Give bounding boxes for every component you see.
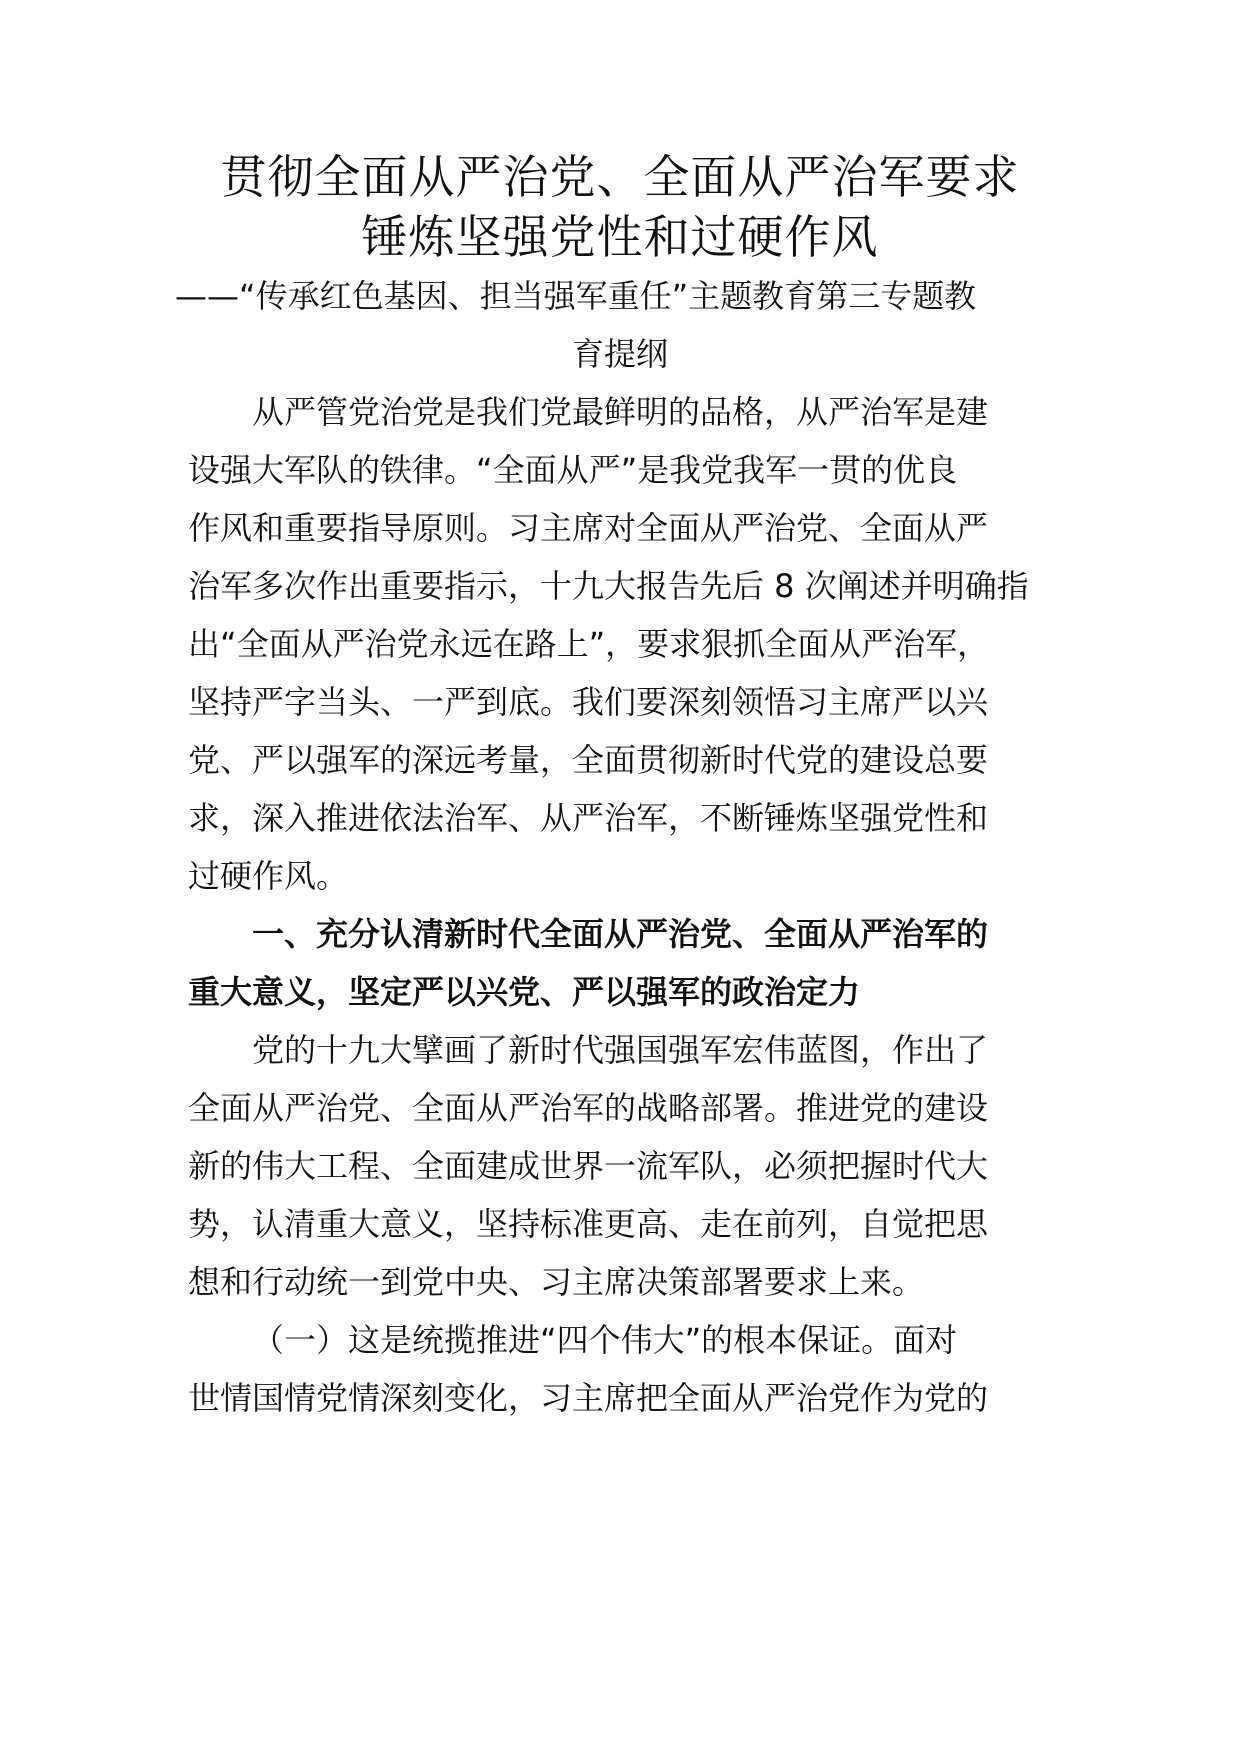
document-title-line-2: 锤炼坚强党性和过硬作风 xyxy=(361,210,879,264)
intro-line-5: 出“全面从严治党永远在路上”，要求狠抓全面从严治军， xyxy=(188,625,990,663)
paragraph-2-line-5: 想和行动统一到党中央、习主席决策部署要求上来。 xyxy=(188,1263,925,1301)
document-subtitle-line-2: 育提纲 xyxy=(572,335,669,373)
paragraph-3-line-1: （一）这是统揽推进“四个伟大”的根本保证。面对 xyxy=(252,1321,958,1359)
intro-line-7: 党、严以强军的深远考量，全面贯彻新时代党的建设总要 xyxy=(188,741,989,779)
intro-line-2: 设强大军队的铁律。“全面从严”是我党我军一贯的优良 xyxy=(188,451,958,489)
paragraph-2-line-4: 势，认清重大意义，坚持标准更高、走在前列，自觉把思 xyxy=(188,1205,989,1243)
intro-line-9: 过硬作风。 xyxy=(188,857,349,895)
intro-line-3: 作风和重要指导原则。习主席对全面从严治党、全面从严 xyxy=(188,509,989,547)
intro-line-1: 从严管党治党是我们党最鲜明的品格，从严治军是建 xyxy=(252,393,989,431)
section-heading-1-line-2: 重大意义，坚定严以兴党、严以强军的政治定力 xyxy=(188,973,861,1011)
paragraph-2-line-1: 党的十九大擘画了新时代强国强军宏伟蓝图，作出了 xyxy=(252,1031,989,1069)
paragraph-2-line-3: 新的伟大工程、全面建成世界一流军队，必须把握时代大 xyxy=(188,1147,989,1185)
document-title-line-1: 贯彻全面从严治党、全面从严治军要求 xyxy=(220,150,1020,204)
document-subtitle-line-1: ——“传承红色基因、担当强军重任”主题教育第三专题教 xyxy=(175,277,977,315)
intro-line-6: 坚持严字当头、一严到底。我们要深刻领悟习主席严以兴 xyxy=(188,683,989,721)
paragraph-2-line-2: 全面从严治党、全面从严治军的战略部署。推进党的建设 xyxy=(188,1089,989,1127)
section-heading-1-line-1: 一、充分认清新时代全面从严治党、全面从严治军的 xyxy=(252,915,989,953)
intro-line-8: 求，深入推进依法治军、从严治军，不断锤炼坚强党性和 xyxy=(188,799,989,837)
intro-line-4: 治军多次作出重要指示，十九大报告先后 8 次阐述并明确指 xyxy=(188,567,1029,605)
paragraph-3-line-2: 世情国情党情深刻变化，习主席把全面从严治党作为党的 xyxy=(188,1379,989,1417)
